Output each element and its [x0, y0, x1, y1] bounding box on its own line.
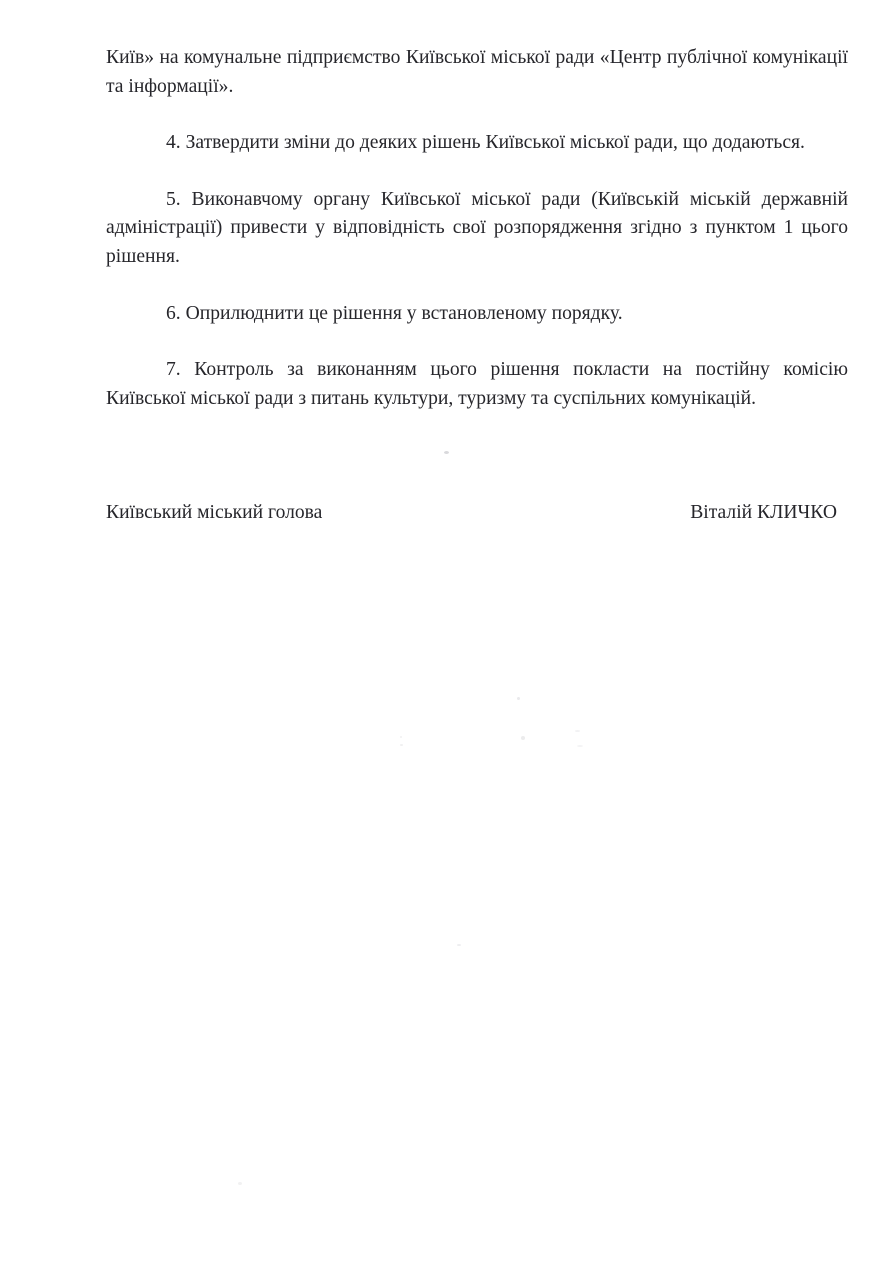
scan-speckle — [238, 1182, 242, 1185]
signature-role: Київський міський голова — [106, 502, 323, 523]
paragraph-clause-5: 5. Виконавчому органу Київської міської ради (Київській міській державній адміністрації) привести у відповідність свої розпорядження згідно з пунктом 1 цього рішення. — [106, 188, 848, 267]
scan-speckle — [517, 697, 520, 700]
scan-speckle — [575, 730, 580, 732]
paragraph-continuation: Київ» на комунальне підприємство Київської міської ради «Центр публічної комунікації та інформації». — [106, 47, 848, 97]
signature-block — [106, 499, 837, 527]
paragraph-clause-6: 6. Оприлюднити це рішення у встановленому порядку. — [166, 302, 623, 324]
scan-speckle — [577, 745, 583, 747]
scan-speckle — [444, 451, 449, 454]
scan-speckle — [400, 736, 402, 738]
scan-speckle — [457, 944, 461, 946]
document-text-body — [106, 44, 848, 413]
scan-speckle — [400, 744, 403, 746]
paragraph-clause-7: 7. Контроль за виконанням цього рішення покласти на постійну комісію Київської міської ради з питань культури, туризму та суспільних комунікацій. — [106, 359, 848, 409]
signature-name: Віталій КЛИЧКО — [690, 502, 837, 523]
scan-speckle — [521, 736, 525, 740]
paragraph-clause-4: 4. Затвердити зміни до деяких рішень Київської міської ради, що додаються. — [166, 132, 805, 154]
